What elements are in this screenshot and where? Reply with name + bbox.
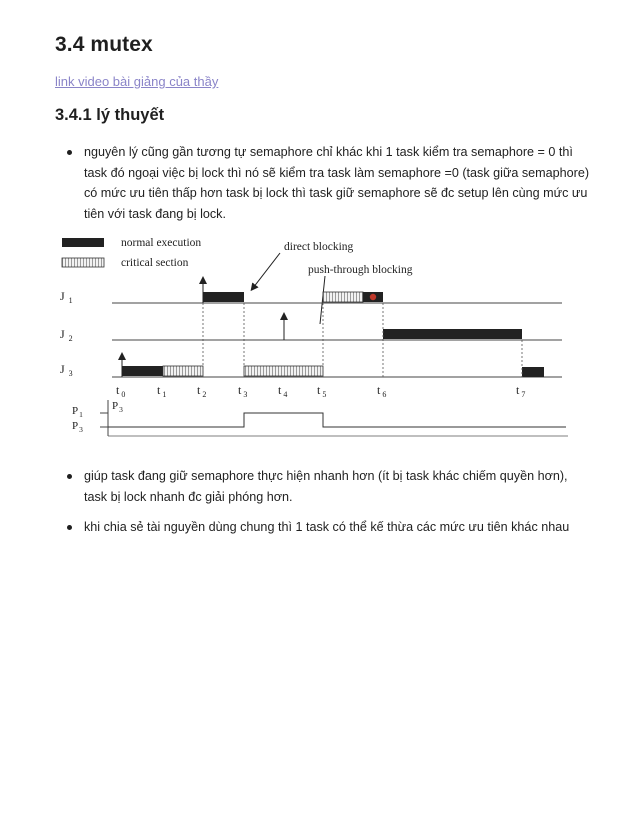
j1-normal-bar-1 — [203, 292, 244, 302]
legend-critical-swatch — [62, 258, 104, 267]
j2-normal-bar-2 — [522, 367, 544, 377]
priority-label-p3: $P_3$ — [72, 420, 83, 434]
legend-normal-swatch — [62, 238, 104, 247]
j3-critical-bar-2 — [244, 366, 323, 376]
list-item — [70, 466, 590, 507]
lecture-video-link[interactable]: link video bài giảng của thầy — [55, 74, 219, 89]
j3-normal-bar — [122, 366, 163, 376]
list-item — [70, 142, 590, 224]
priority-label-p3-top: $P_3$ — [112, 400, 123, 414]
push-through-blocking-label: push-through blocking — [308, 264, 413, 276]
task-label-j2: J $_2$ — [60, 327, 73, 343]
direct-blocking-label: direct blocking — [284, 241, 354, 253]
time-label-t3: t $_3$ — [238, 383, 248, 399]
j1-resource-marker-icon — [370, 294, 376, 300]
page-title: 3.4 mutex — [55, 33, 153, 56]
legend-normal-label: normal execution — [121, 237, 202, 249]
list-item — [70, 517, 590, 538]
list-item-text: khi chia sẻ tài nguyền dùng chung thì 1 task có thể kế thừa các mức ưu tiên khác nhau — [84, 520, 570, 534]
direct-blocking-arrow — [253, 253, 280, 288]
time-label-t0: t $_0$ — [116, 383, 126, 399]
bullet-dot-icon — [67, 525, 72, 530]
j1-critical-bar — [323, 292, 363, 302]
bullet-dot-icon — [67, 474, 72, 479]
time-label-t7: t $_7$ — [516, 383, 526, 399]
task-label-j3: J $_3$ — [60, 362, 73, 378]
priority-curve — [108, 413, 566, 427]
time-label-t5: t $_5$ — [317, 383, 327, 399]
time-label-t4: t $_4$ — [278, 383, 288, 399]
priority-inheritance-diagram — [50, 228, 590, 450]
list-item-text: nguyên lý cũng gần tương tự semaphore chỉ khác khi 1 task kiểm tra semaphore = 0 thì task đó ngoại việc bị lock thì nó sẽ kiểm tra task làm semaphore =0 (task giữa semaphore) có mức ưu tiên thấp hơn task bị lock thì task giữ semaphore sẽ đc setup lên cùng mức ưu tiên với task đang bị lock. — [84, 145, 590, 221]
task-label-j1: J $_1$ — [60, 289, 73, 305]
time-label-t6: t $_6$ — [377, 383, 387, 399]
list-item-text: giúp task đang giữ semaphore thực hiện nhanh hơn (ít bị task khác chiếm quyền hơn), task bị lock nhanh đc giải phóng hơn. — [84, 469, 568, 504]
legend-critical-label: critical section — [121, 257, 189, 269]
section-heading: 3.4.1 lý thuyết — [55, 106, 165, 124]
priority-label-p1: $P_1$ — [72, 405, 83, 419]
j3-critical-bar-1 — [163, 366, 203, 376]
bullet-dot-icon — [67, 150, 72, 155]
time-label-t2: t $_2$ — [197, 383, 207, 399]
j2-normal-bar-1 — [383, 329, 522, 339]
time-label-t1: t $_1$ — [157, 383, 167, 399]
